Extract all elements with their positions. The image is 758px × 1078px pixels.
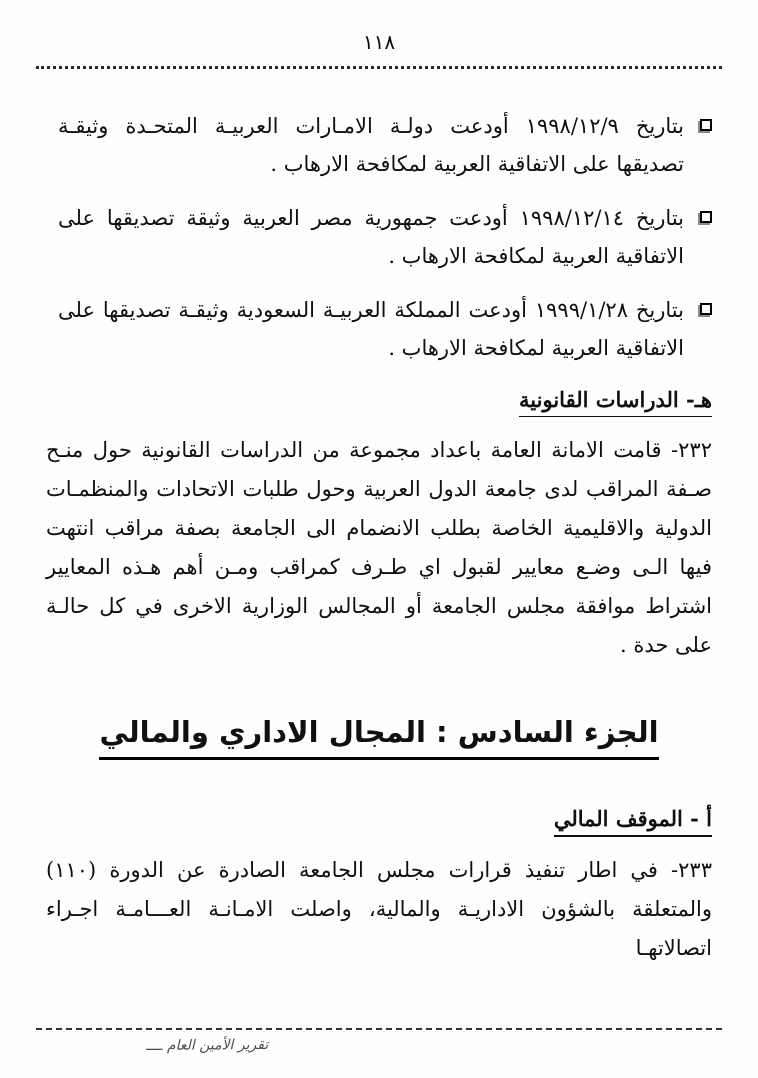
square-bullet-icon — [700, 119, 712, 131]
list-item — [58, 199, 712, 275]
footer-divider — [36, 1028, 722, 1030]
part-six-title: الجزء السادس : المجال الاداري والمالي — [99, 715, 658, 760]
list-item — [58, 107, 712, 183]
financial-position-heading-text: أ - الموقف المالي — [554, 806, 712, 837]
page-number: ١١٨ — [362, 30, 396, 54]
square-bullet-icon — [700, 303, 712, 315]
paragraph-number: ٢٣٣- — [671, 858, 712, 882]
paragraph-232 — [46, 431, 712, 665]
legal-studies-heading — [0, 387, 712, 417]
part-six-title-row — [0, 715, 758, 760]
deposit-text: بتاريخ ١٩٩٨/١٢/١٤ أودعت جمهورية مصر العربية وثيقة تصديقها على الاتفاقية العربية لمكافحة الارهاب . — [58, 206, 684, 268]
list-item — [58, 291, 712, 367]
financial-position-heading — [0, 806, 712, 837]
paragraph-233 — [46, 851, 712, 968]
paragraph-text: في اطار تنفيذ قرارات مجلس الجامعة الصادرة عن الدورة (١١٠) والمتعلقة بالشؤون الاداريـة والمالية، واصلت الامـانـة العـــامـة اجـراء اتصالاتهـا — [46, 858, 712, 960]
footer-note: تقرير الأمين العام ــــ — [145, 1036, 269, 1055]
square-bullet-icon — [700, 211, 712, 223]
page-footer — [36, 1028, 722, 1055]
paragraph-number: ٢٣٢- — [671, 438, 712, 462]
treaty-deposit-list — [58, 107, 712, 367]
deposit-text: بتاريخ ١٩٩٨/١٢/٩ أودعت دولـة الامـارات العربيـة المتحـدة وثيقـة تصديقها على الاتفاقية العربية لمكافحة الارهاب . — [58, 114, 684, 176]
paragraph-text: قامت الامانة العامة باعداد مجموعة من الدراسات القانونية حول منـح صـفة المراقب لدى جامعة الدول العربية وحول طلبات الاتحادات والمنظمـات الدولية والاقليمية الخاصة بطلب الانضمام الى الجامعة بصفة مراقب انتهت فيها الـى وضـع معايير لقبول اي طـرف كمراقب ومـن أهم هـذه المعايير اشتراط موافقة مجلس الجامعة أو المجالس الوزارية الاخرى في كل حالـة على حدة . — [46, 438, 712, 657]
deposit-text: بتاريخ ١٩٩٩/١/٢٨ أودعت المملكة العربيـة السعودية وثيقـة تصديقها على الاتفاقية العربية لمكافحة الارهاب . — [58, 298, 684, 360]
legal-studies-heading-text: هـ- الدراسات القانونية — [519, 387, 712, 417]
header-divider — [36, 66, 722, 69]
page-header — [0, 30, 758, 69]
